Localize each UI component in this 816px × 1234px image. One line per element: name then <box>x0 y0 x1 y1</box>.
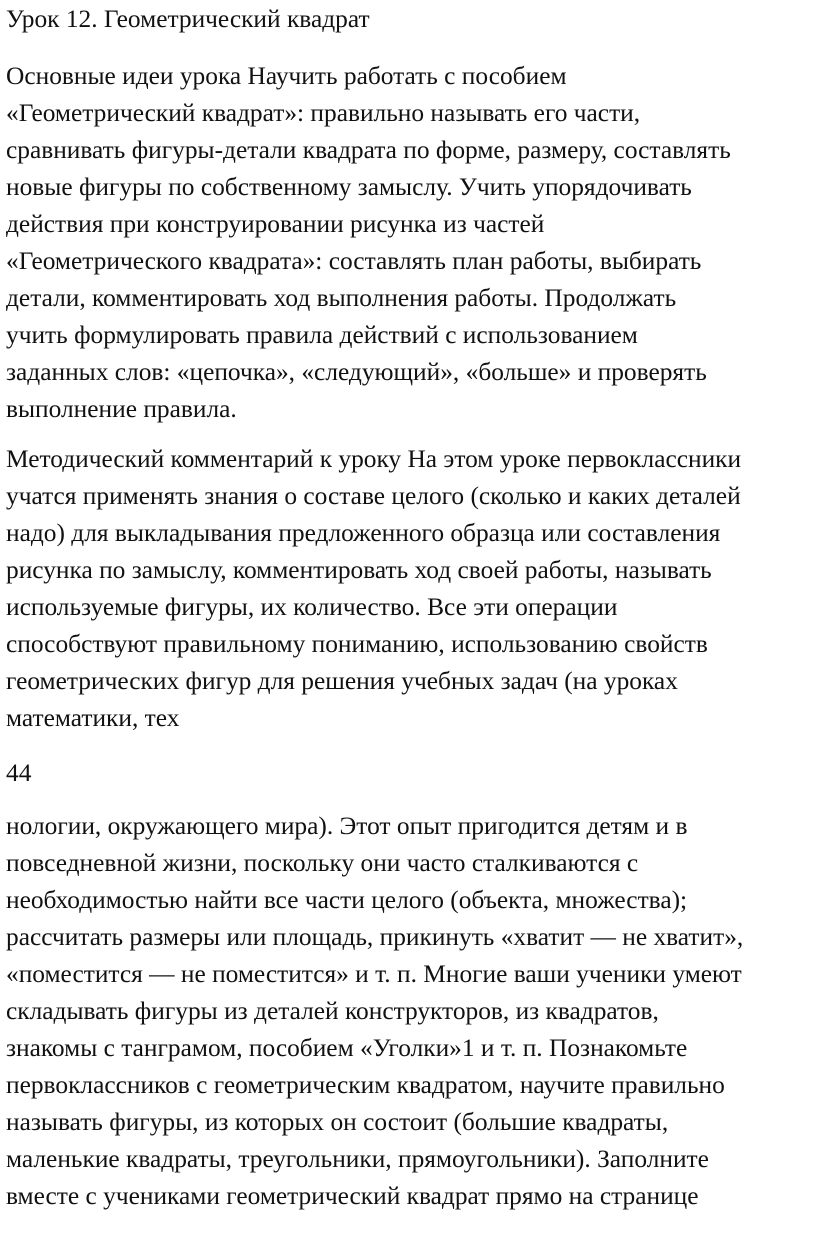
text-line: учатся применять знания о составе целого (сколько и каких деталей <box>6 482 741 510</box>
text-line: выполнение правила. <box>6 395 237 423</box>
text-line: сравнивать фигуры-детали квадрата по форме, размеру, составлять <box>6 136 731 164</box>
paragraph-continuation <box>6 808 743 1215</box>
paragraph-main-ideas <box>6 58 731 428</box>
text-line: математики, тех <box>6 704 180 732</box>
text-line: детали, комментировать ход выполнения работы. Продолжать <box>6 284 677 312</box>
text-line: вместе с учениками геометрический квадрат прямо на странице <box>6 1182 699 1210</box>
text-line: называть фигуры, из которых он состоит (большие квадраты, <box>6 1108 669 1136</box>
text-line: «Геометрический квадрат»: правильно называть его части, <box>6 99 641 127</box>
text-line: используемые фигуры, их количество. Все эти операции <box>6 593 618 621</box>
text-line: рассчитать размеры или площадь, прикинуть «хватит — не хватит», <box>6 923 744 951</box>
paragraph-method-comment <box>6 441 741 737</box>
text-line: «Геометрического квадрата»: составлять план работы, выбирать <box>6 247 702 275</box>
text-line: маленькие квадраты, треугольники, прямоугольники). Заполните <box>6 1145 709 1173</box>
text-line: необходимостью найти все части целого (объекта, множества); <box>6 886 688 914</box>
text-line: учить формулировать правила действий с использованием <box>6 321 638 349</box>
text-line: рисунка по замыслу, комментировать ход своей работы, называть <box>6 556 712 584</box>
text-line: действия при конструировании рисунка из частей <box>6 210 545 238</box>
text-line: новые фигуры по собственному замыслу. Учить упорядочивать <box>6 173 692 201</box>
text-line: первоклассников с геометрическим квадратом, научите правильно <box>6 1071 725 1099</box>
text-line: нологии, окружающего мира). Этот опыт пригодится детям и в <box>6 812 688 840</box>
page-number: 44 <box>6 759 32 787</box>
text-line: способствуют правильному пониманию, использованию свойств <box>6 630 708 658</box>
text-line: повседневной жизни, поскольку они часто сталкиваются с <box>6 849 639 877</box>
text-line: знакомы с танграмом, пособием «Уголки»1 и т. п. Познакомьте <box>6 1034 688 1062</box>
text-line: «поместится — не поместится» и т. п. Многие ваши ученики умеют <box>6 960 742 988</box>
text-line: складывать фигуры из деталей конструкторов, из квадратов, <box>6 997 659 1025</box>
lesson-title: Урок 12. Геометрический квадрат <box>6 5 370 33</box>
text-line: надо) для выкладывания предложенного образца или составления <box>6 519 721 547</box>
text-line: геометрических фигур для решения учебных задач (на уроках <box>6 667 678 695</box>
text-line: заданных слов: «цепочка», «следующий», «больше» и проверять <box>6 358 707 386</box>
text-line: Основные идеи урока Научить работать с пособием <box>6 62 567 90</box>
text-line: Методический комментарий к уроку На этом уроке первоклассники <box>6 445 742 473</box>
